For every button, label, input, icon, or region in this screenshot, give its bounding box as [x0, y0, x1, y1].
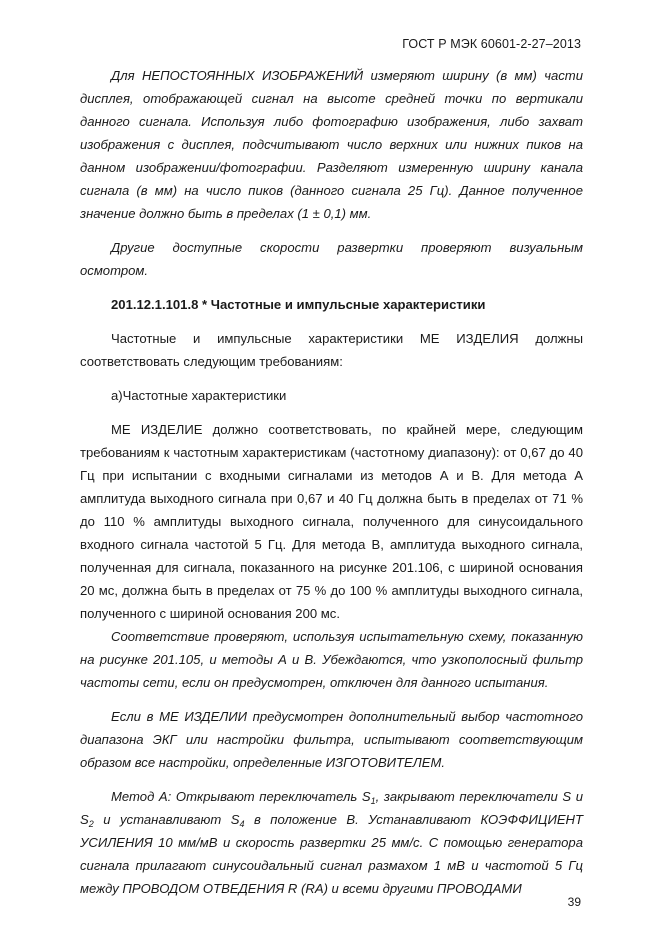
subscript-s2: 2 — [88, 819, 94, 829]
paragraph-filter-settings: Если в МЕ ИЗДЕЛИИ предусмотрен дополнительный выбор частотного диапазона ЭКГ или настройки фильтра, испытывают соответствующим образом все настройки, определенные ИЗГОТОВИТЕЛЕМ. — [80, 709, 583, 770]
paragraph-requirements-intro: Частотные и импульсные характеристики МЕ ИЗДЕЛИЯ должны соответствовать следующим требованиям: — [80, 331, 583, 369]
paragraph-compliance-check: Соответствие проверяют, используя испытательную схему, показанную на рисунке 201.105, и методы А и В. Убеждаются, что узкополосный фильтр частоты сети, если он предусмотрен, отключен для данного испытания. — [80, 629, 583, 690]
list-item-a: а)Частотные характеристики — [111, 388, 287, 403]
method-a-text-1: Метод А: Открывают переключатель S — [111, 789, 371, 804]
section-heading: 201.12.1.101.8 * Частотные и импульсные характеристики — [111, 297, 486, 312]
paragraph-other-sweep-speeds: Другие доступные скорости развертки проверяют визуальным осмотром. — [80, 240, 583, 278]
page-number: 39 — [567, 895, 581, 909]
subscript-s1: 1 — [370, 796, 376, 806]
standard-header: ГОСТ Р МЭК 60601-2-27–2013 — [402, 37, 581, 51]
paragraph-nonpersistent-display: Для НЕПОСТОЯННЫХ ИЗОБРАЖЕНИЙ измеряют ширину (в мм) части дисплея, отображающей сигнал на высоте средней точки по вертикали данного сигнала. Используя либо фотографию изображения, либо захват изображения с дисплея, подсчитывают число верхних или нижних пиков на данном изображении/фотографии. Разделяют измеренную ширину канала сигнала (в мм) на число пиков (данного сигнала 25 Гц). Данное полученное значение должно быть в пределах (1 ± 0,1) мм. — [80, 68, 583, 221]
paragraph-frequency-requirements: МЕ ИЗДЕЛИЕ должно соответствовать, по крайней мере, следующим требованиям к частотным характеристикам (частотному диапазону): от 0,67 до 40 Гц при испытании с входными сигналами из методов А и В. Для метода А амплитуда выходного сигнала при 0,67 и 40 Гц должна быть в пределах от 71 % до 110 % амплитуды выходного сигнала, полученного для синусоидального входного сигнала частотой 5 Гц. Для метода В, амплитуда выходного сигнала, полученная для сигнала, показанного на рисунке 201.106, с шириной основания 20 мс, должна быть в пределах от 75 % до 100 % амплитуды выходного сигнала, полученного с шириной основания 200 мс. — [80, 422, 583, 621]
page-body — [80, 64, 583, 900]
method-a-text-4: в положение В. Устанавливают КОЭФФИЦИЕНТ УСИЛЕНИЯ 10 мм/мВ и скорость развертки 25 мм/с. С помощью генератора сигнала прилагают синусоидальный сигнал размахом 1 мВ и частотой 5 Гц между ПРОВОДОМ ОТВЕДЕНИЯ R (RA) и всеми другими ПРОВОДАМИ — [80, 812, 583, 896]
subscript-s4: 4 — [239, 819, 245, 829]
method-a-text-3: и устанавливают S — [93, 812, 240, 827]
paragraph-method-a — [80, 785, 583, 900]
method-a-text-2: , закрывают переключатели S и S — [80, 789, 583, 827]
